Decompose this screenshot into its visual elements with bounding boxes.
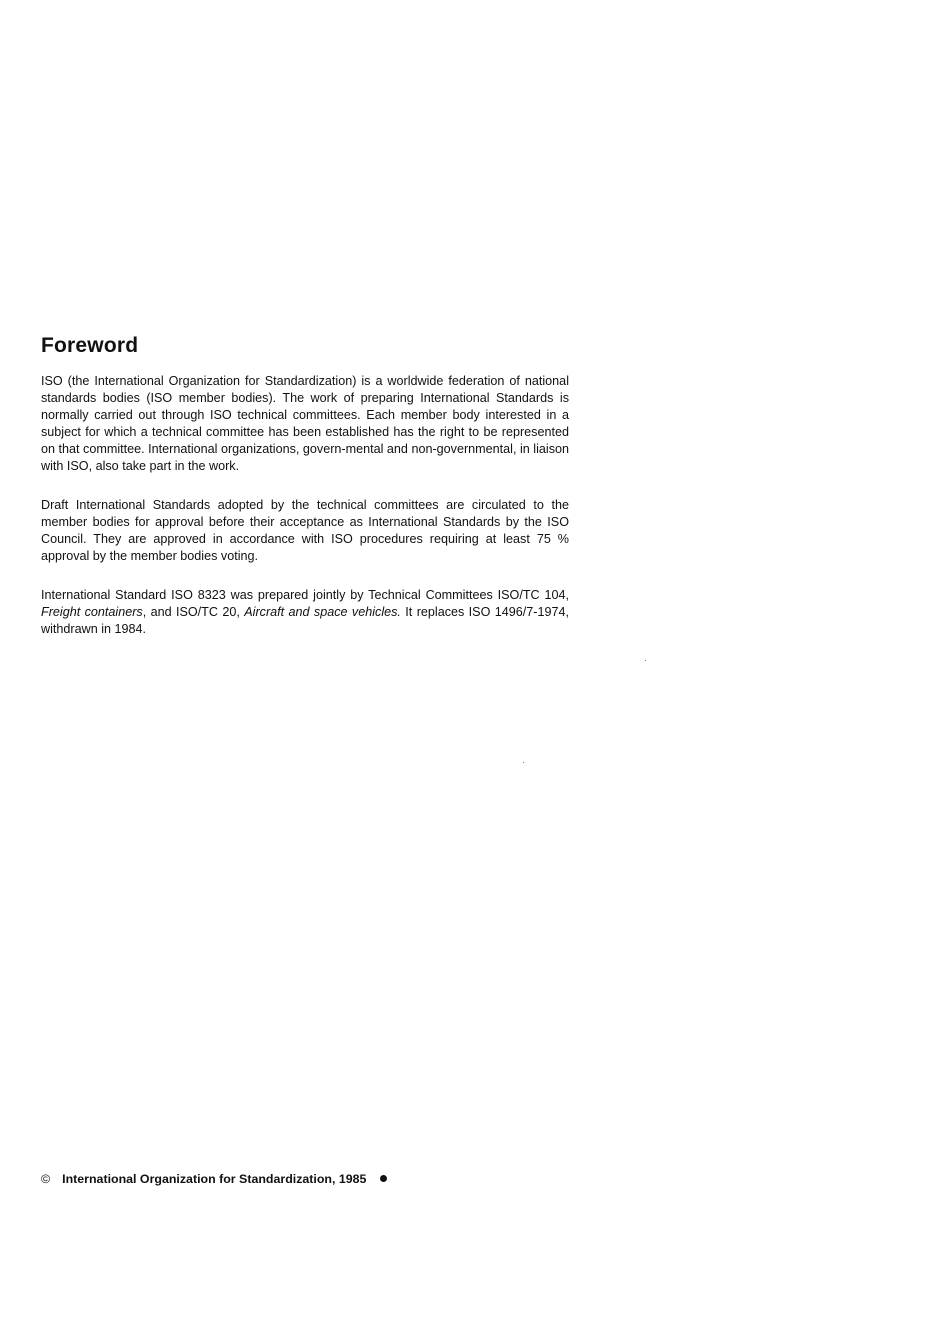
foreword-paragraph-3 — [41, 587, 569, 638]
scan-speck — [645, 660, 646, 661]
bullet-dot-icon — [380, 1175, 387, 1182]
committee-name-freight-containers: Freight containers — [41, 605, 143, 619]
paragraph-3-text-c: It replaces ISO 1496/7-1974, withdrawn in 1984. — [41, 605, 569, 636]
paragraph-3-text-a: International Standard ISO 8323 was prepared jointly by Technical Committees ISO/TC 104, — [41, 588, 569, 602]
committee-name-aircraft-space-vehicles: Aircraft and space vehicles. — [244, 605, 401, 619]
paragraph-3-text-b: , and ISO/TC 20, — [142, 605, 245, 619]
foreword-paragraph-2: Draft International Standards adopted by the technical committees are circulated to the member bodies for approval before their acceptance as International Standards by the ISO Council. They are approved in accordance with ISO procedures requiring at least 75 % approval by the member bodies voting. — [41, 498, 569, 563]
scan-speck — [523, 762, 524, 763]
copyright-text: International Organization for Standardization, 1985 — [62, 1172, 367, 1186]
copyright-footer — [41, 1172, 387, 1186]
copyright-symbol: © — [41, 1172, 51, 1186]
foreword-paragraph-1: ISO (the International Organization for Standardization) is a worldwide federation of national standards bodies (ISO member bodies). The work of preparing International Standards is normally carried out through ISO technical committees. Each member body interested in a subject for which a technical committee has been established has the right to be represented on that committee. International organizations, govern-mental and non-governmental, in liaison with ISO, also take part in the work. — [41, 374, 569, 473]
page-title: Foreword — [41, 334, 139, 357]
